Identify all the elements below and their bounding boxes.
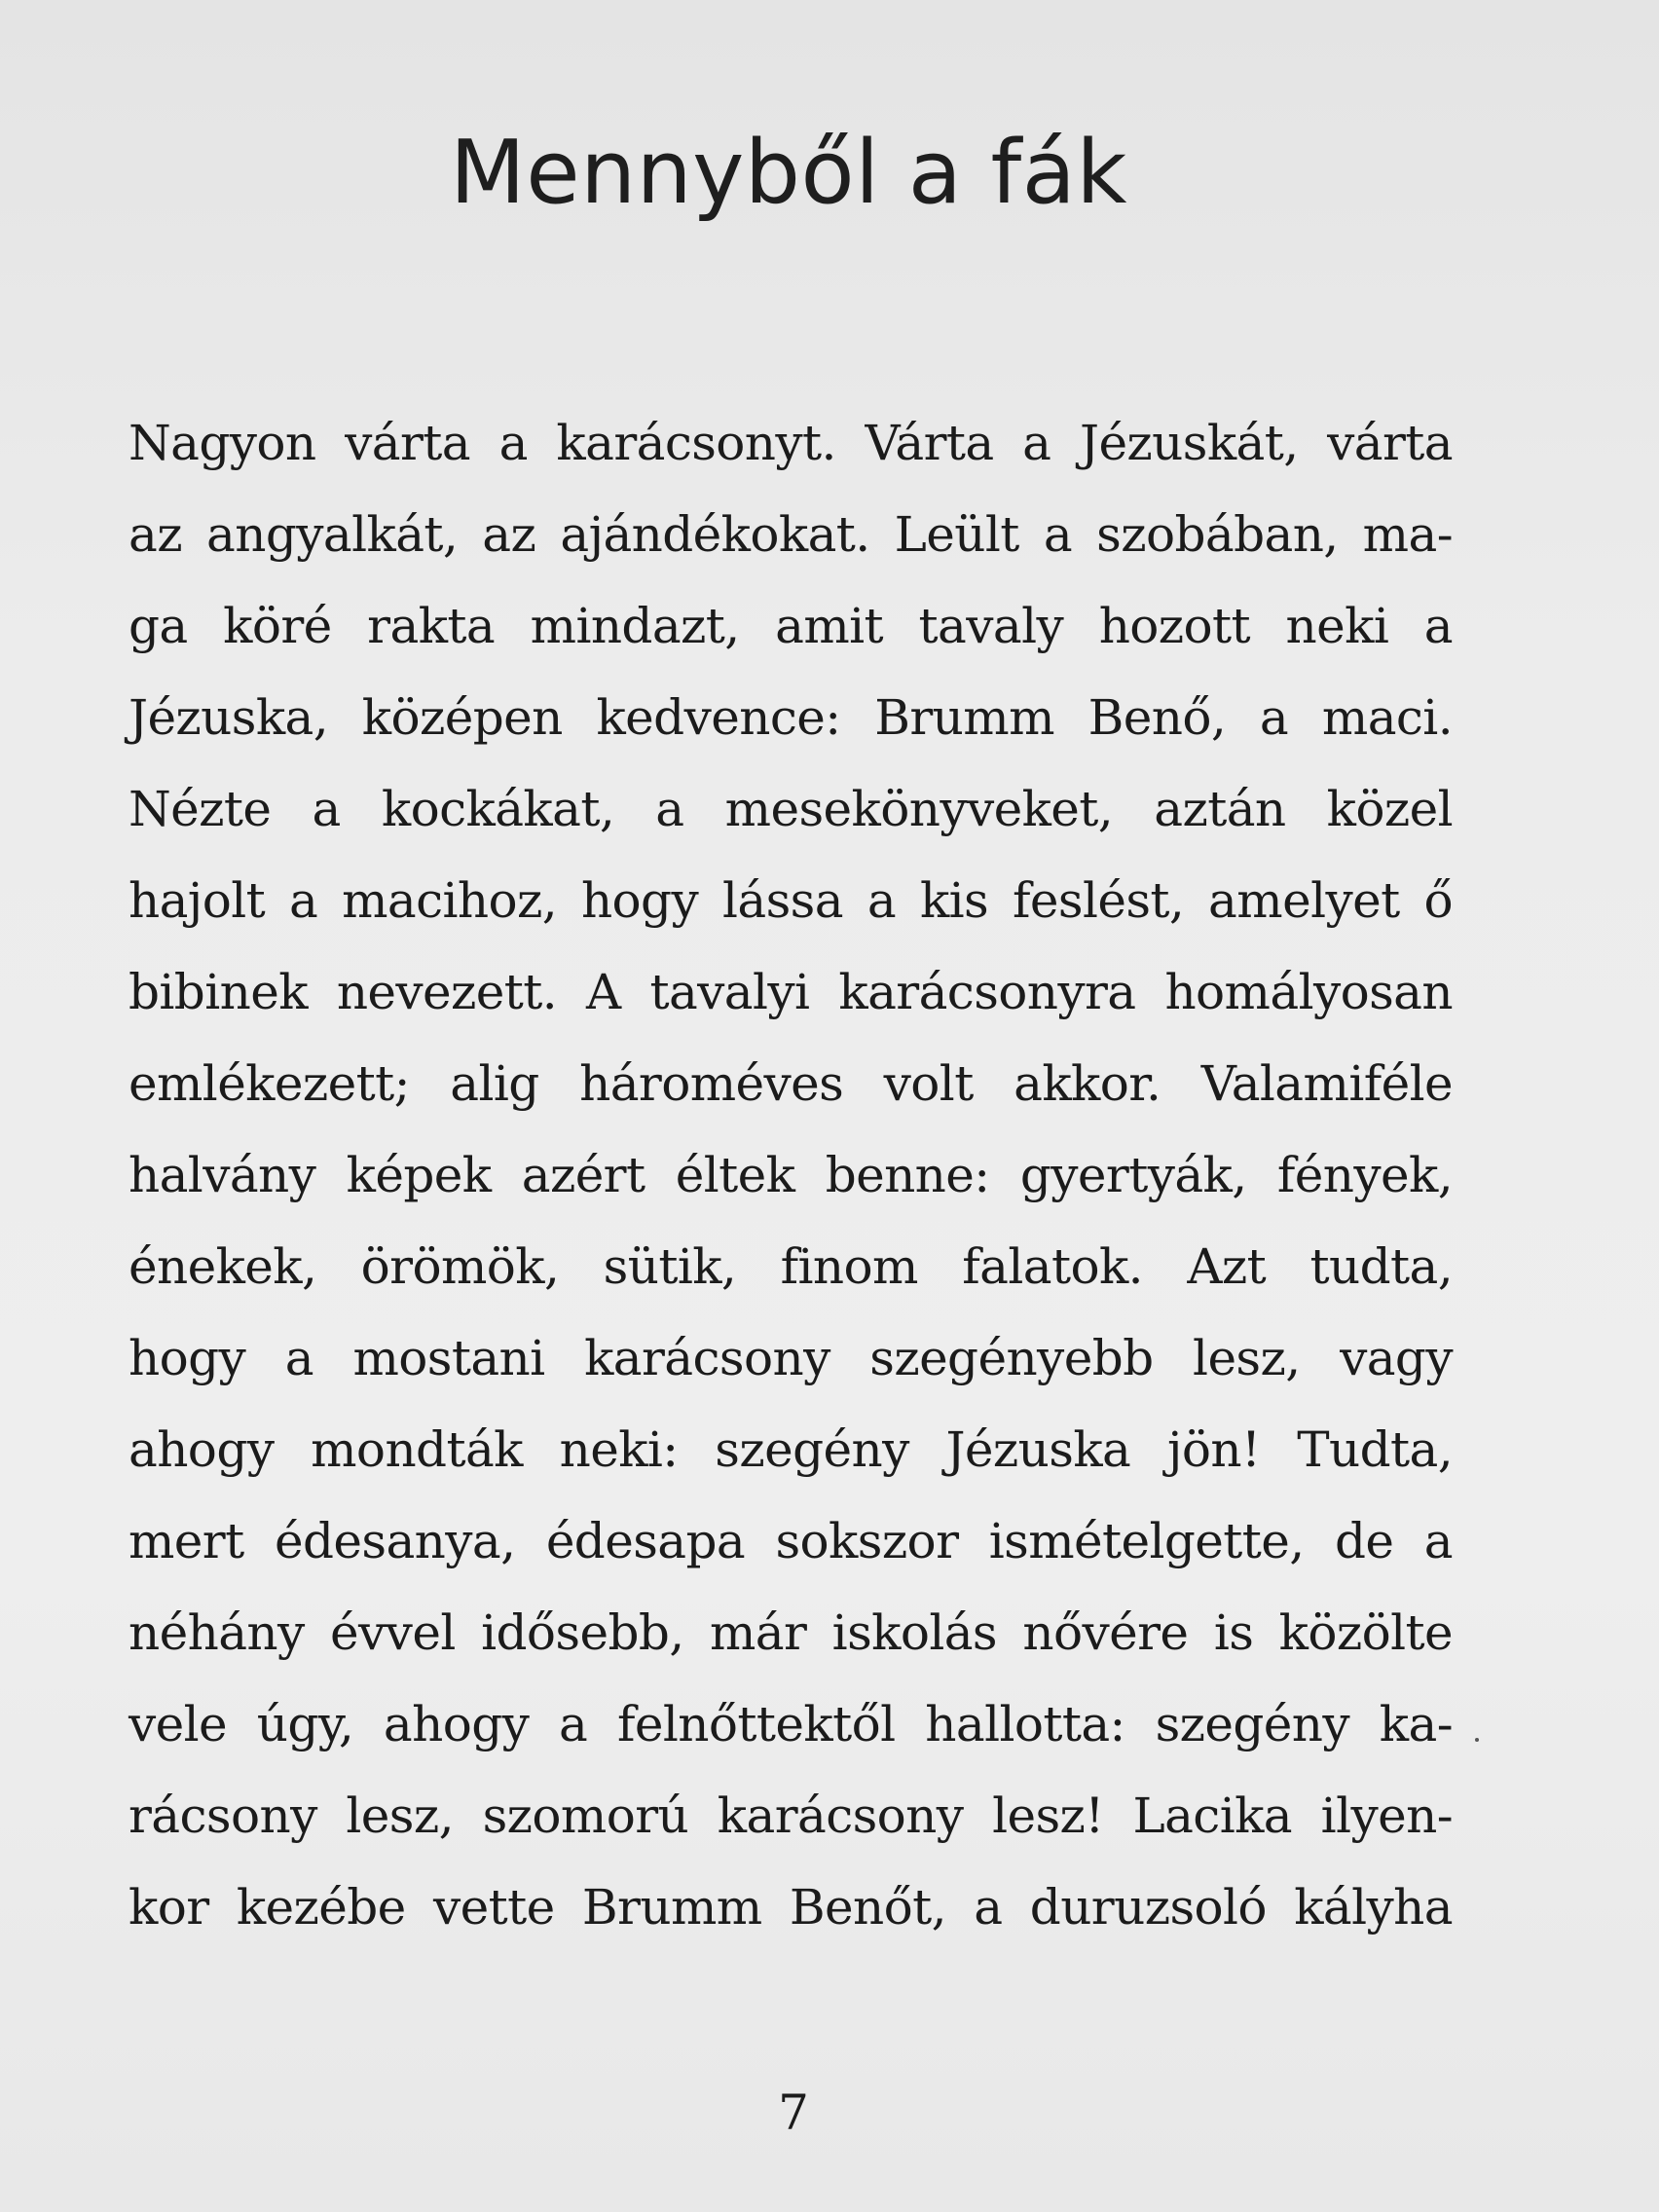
text-line: kor kezébe vette Brumm Benőt, a duruzsoló kályha [129,1879,1453,1936]
text-line: bibinek nevezett. A tavalyi karácsonyra homályosan [129,964,1453,1020]
text-line: énekek, örömök, sütik, finom falatok. Azt tudta, [129,1238,1453,1295]
page-number: 7 [778,2084,809,2141]
text-line: rácsony lesz, szomorú karácsony lesz! Lacika ilyen- [129,1788,1453,1844]
text-line: az angyalkát, az ajándékokat. Leült a szobában, ma- [129,506,1453,563]
print-speck [1475,1738,1479,1742]
text-line: halvány képek azért éltek benne: gyertyák, fények, [129,1147,1453,1203]
body-text [129,397,1453,1953]
text-line: mert édesanya, édesapa sokszor ismételgette, de a [129,1513,1453,1569]
text-line: emlékezett; alig hároméves volt akkor. Valamiféle [129,1055,1453,1112]
text-line: ahogy mondták neki: szegény Jézuska jön! Tudta, [129,1421,1453,1478]
text-line: hajolt a macihoz, hogy lássa a kis feslést, amelyet ő [129,872,1453,929]
chapter-title: Mennyből a fák [450,122,1127,224]
text-line: Jézuska, középen kedvence: Brumm Benő, a maci. [129,689,1453,746]
text-line: néhány évvel idősebb, már iskolás nővére is közölte [129,1604,1453,1661]
text-line: hogy a mostani karácsony szegényebb lesz, vagy [129,1330,1453,1386]
text-line: Nézte a kockákat, a mesekönyveket, aztán közel [129,781,1453,837]
text-line: Nagyon várta a karácsonyt. Várta a Jézuskát, várta [129,415,1453,471]
text-line: vele úgy, ahogy a felnőttektől hallotta: szegény ka- [129,1696,1453,1752]
text-line: ga köré rakta mindazt, amit tavaly hozott neki a [129,598,1453,654]
